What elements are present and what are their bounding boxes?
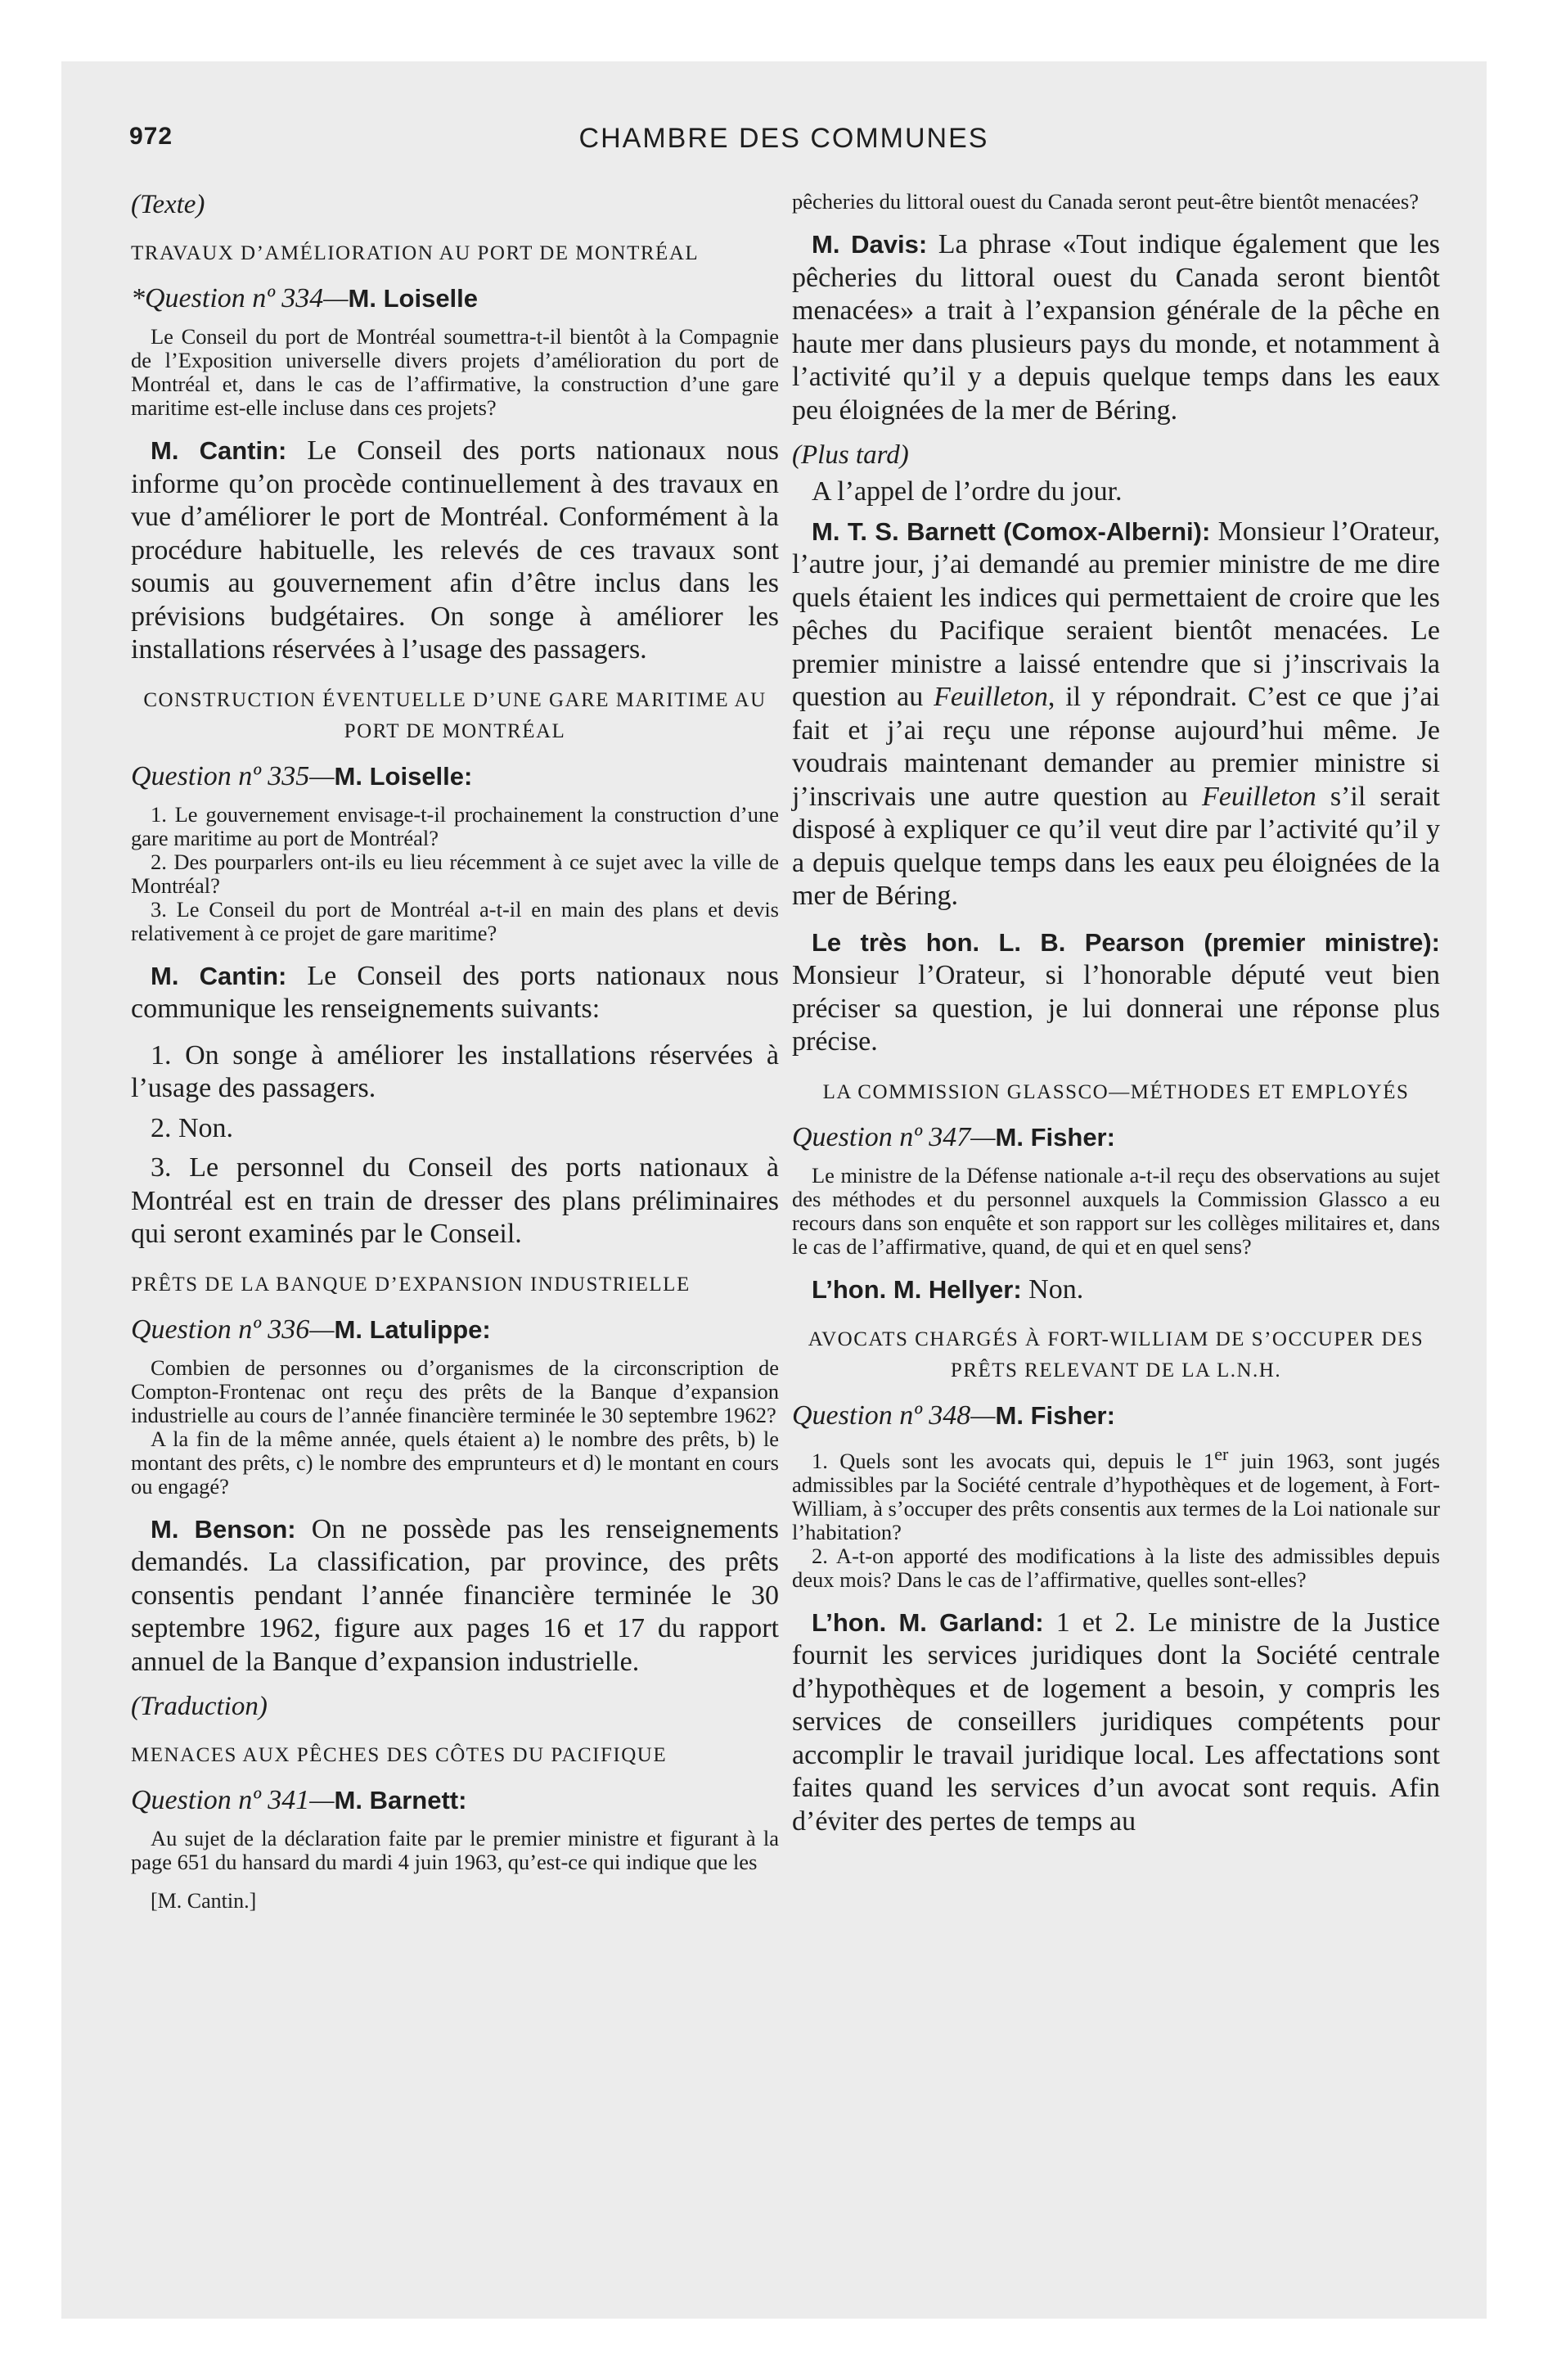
answer-paragraph [792, 1607, 1440, 1839]
answer-text: 1 et 2. Le ministre de la Justice fournit les services juridiques dont la Société centrale d’hypothèques et de logement a besoin, y compris les services de conseillers juridiques compétents pour accomplir le travail juridique local. Les affectations sont faites quand les services d’un avocat sont requis. Afin d’éviter des pertes de temps au [792, 1607, 1441, 1837]
question-text-continued: pêcheries du littoral ouest du Canada seront peut-être bientôt menacées? [792, 189, 1419, 214]
page-header [129, 123, 1438, 169]
question-item: 2. A-t-on apporté des modifications à la liste des admissibles depuis deux mois? Dans le cas de l’affirmative, quelles sont-elles? [792, 1543, 1440, 1592]
section-title: AVOCATS CHARGÉS À FORT-WILLIAM DE S’OCCUPER DES PRÊTS RELEVANT DE LA L.N.H. [808, 1328, 1424, 1382]
answer-text: Le Conseil des ports nationaux nous informe qu’on procède continuellement à des travaux en vue d’améliorer le port de Montréal. Conformément à la procédure habituelle, les relevés de ces travaux sont soumis au gouvernement afin d’être inclus dans les prévisions budgétaires. On songe à améliorer les installations réservées à l’usage des passagers. [131, 435, 779, 665]
question-heading [131, 759, 779, 795]
question-item-text: juin 1963, sont jugés admissibles par la Société centrale d’hypothèques et de logement, à Fort-William, à s’occuper des prêts consentis aux termes de la Loi nationale sur l’habitation? [792, 1448, 1440, 1544]
answer-text: Le Conseil des ports nationaux nous communique les renseignements suivants: [131, 960, 779, 1024]
answer-item: 3. Le personnel du Conseil des ports nationaux à Montréal est en train de dresser des plans préliminaires qui seront examinés par le Conseil. [131, 1152, 779, 1249]
answer-paragraph [792, 926, 1440, 1059]
plus-tard-label: (Plus tard) [792, 440, 909, 470]
speaker-name: Le très hon. L. B. Pearson (premier ministre): [812, 927, 1440, 957]
feuilleton-italic: Feuilleton [1201, 781, 1316, 812]
question-number: Question nº 341— [131, 1785, 335, 1815]
question-heading [792, 1398, 1440, 1434]
question-heading [131, 281, 779, 317]
speaker-name: M. Cantin: [151, 436, 287, 465]
question-item: 1. Le gouvernement envisage-t-il prochainement la construction d’une gare maritime au port de Montréal? [131, 801, 779, 850]
answer-paragraph [131, 960, 779, 1026]
answer-paragraph [792, 1273, 1440, 1307]
speaker-name: M. Davis: [812, 230, 928, 259]
answer-text: On ne possède pas les renseignements demandés. La classification, par province, des prêts consentis pendant l’année financière terminée le 30 septembre 1962, figure aux pages 16 et 17 du rapport annuel de la Banque d’expansion industrielle. [131, 1513, 780, 1677]
answer-text: La phrase «Tout indique également que les pêcheries du littoral ouest du Canada seront bientôt menacées» a trait à l’expansion générale de la pêche en haute mer dans plusieurs pays du monde, et notamment à l’activité qu’il y a depuis quelque temps dans les eaux peu éloignées de la mer de Béring. [792, 229, 1441, 426]
question-item [792, 1442, 1440, 1544]
question-number: *Question nº 334— [131, 283, 349, 313]
question-text: Le Conseil du port de Montréal soumettra-t-il bientôt à la Compagnie de l’Exposition universelle divers projets d’amélioration du port de Montréal et, dans le cas de l’affirmative, la construction d’une gare maritime est-elle incluse dans ces projets? [131, 324, 779, 420]
speaker-name: L’hon. M. Hellyer: [812, 1274, 1022, 1304]
answer-paragraph [131, 435, 779, 667]
speech-text: , il y répondrait. C’est ce que j’ai fait et j’ai reçu une réponse aujourd’hui même. Je voudrais maintenant demander au premier ministre si j’inscrivais une autre question au [792, 682, 1440, 812]
attribution: [M. Cantin.] [151, 1889, 257, 1913]
order-of-day-line: A l’appel de l’ordre du jour. [812, 476, 1123, 507]
question-member: M. Loiselle [348, 284, 479, 313]
traduction-label: (Traduction) [131, 1692, 268, 1721]
section-title: MENACES AUX PÊCHES DES CÔTES DU PACIFIQUE [131, 1744, 668, 1766]
question-item: 2. Des pourparlers ont-ils eu lieu récemment à ce sujet avec la ville de Montréal? [131, 849, 779, 898]
question-text: Au sujet de la déclaration faite par le premier ministre et figurant à la page 651 du hansard du mardi 4 juin 1963, qu’est-ce qui indique que les [131, 1826, 779, 1874]
question-member: M. Barnett: [334, 1786, 467, 1814]
answer-item: 1. On songe à améliorer les installations réservées à l’usage des passagers. [131, 1039, 779, 1103]
speech-text: Monsieur l’Orateur, si l’honorable député veut bien préciser sa question, je lui donnerai une réponse plus précise. [792, 960, 1440, 1057]
speaker-name: M. T. S. Barnett (Comox-Alberni): [812, 516, 1211, 546]
question-member: M. Loiselle: [334, 761, 473, 791]
feuilleton-italic: Feuilleton [934, 682, 1048, 712]
question-text: Combien de personnes ou d’organismes de la circonscription de Compton-Frontenac ont reçu des prêts de la Banque d’expansion industrielle au cours de l’année financière terminée le 30 septembre 1962? [131, 1355, 779, 1427]
speaker-name: M. Cantin: [151, 961, 287, 990]
answer-paragraph [792, 228, 1440, 427]
speaker-name: M. Benson: [151, 1514, 296, 1544]
texte-label: (Texte) [131, 190, 205, 219]
section-title: LA COMMISSION GLASSCO—MÉTHODES ET EMPLOYÉS [822, 1080, 1410, 1103]
speech-text: s’il serait disposé à expliquer ce qu’il veut dire par l’activité qu’il y a depuis quelque temps dans les eaux peu éloignées de la mer de Béring. [792, 781, 1441, 911]
question-number: Question nº 335— [131, 760, 335, 791]
question-number: Question nº 348— [792, 1400, 996, 1431]
speech-text: Monsieur l’Orateur, l’autre jour, j’ai demandé au premier ministre de me dire quels étaient les indices qui permettaient de croire que les pêches du Pacifique seraient bientôt menacées. Le premier ministre a laissé entendre que si j’inscrivais la question au [792, 516, 1441, 712]
question-heading [131, 1312, 779, 1348]
speaker-name: L’hon. M. Garland: [812, 1607, 1044, 1637]
question-member: M. Fisher: [995, 1122, 1115, 1152]
question-member: M. Fisher: [995, 1401, 1115, 1430]
answer-text: Non. [1028, 1273, 1084, 1305]
section-title: CONSTRUCTION ÉVENTUELLE D’UNE GARE MARITIME AU PORT DE MONTRÉAL [143, 688, 767, 742]
question-text: Le ministre de la Défense nationale a-t-il reçu des observations au sujet des méthodes et du personnel auxquels la Commission Glassco a eu recours dans son enquête et son rapport sur les collèges militaires et, dans le cas de l’affirmative, quand, de qui et en quel sens? [792, 1162, 1440, 1259]
question-number: Question nº 336— [131, 1314, 335, 1345]
page-number: 972 [129, 123, 173, 150]
question-text: A la fin de la même année, quels étaient a) le nombre des prêts, b) le montant des prêts, c) le nombre des emprunteurs et d) le montant en cours ou engagé? [131, 1426, 779, 1499]
superscript: er [1214, 1444, 1229, 1464]
question-item-text: 1. Quels sont les avocats qui, depuis le 1 [812, 1448, 1215, 1473]
section-title: TRAVAUX D’AMÉLIORATION AU PORT DE MONTRÉAL [131, 242, 700, 264]
left-column [131, 190, 779, 1913]
running-head: CHAMBRE DES COMMUNES [578, 123, 989, 154]
question-item: 3. Le Conseil du port de Montréal a-t-il en main des plans et devis relativement à ce projet de gare maritime? [131, 896, 779, 945]
answer-item: 2. Non. [151, 1112, 234, 1143]
question-member: M. Latulippe: [334, 1314, 491, 1344]
question-heading [131, 1783, 779, 1819]
right-column [792, 190, 1440, 1851]
question-number: Question nº 347— [792, 1121, 996, 1152]
answer-paragraph [792, 516, 1440, 913]
question-heading [792, 1120, 1440, 1156]
answer-paragraph [131, 1513, 779, 1679]
section-title: PRÊTS DE LA BANQUE D’EXPANSION INDUSTRIELLE [131, 1273, 691, 1296]
